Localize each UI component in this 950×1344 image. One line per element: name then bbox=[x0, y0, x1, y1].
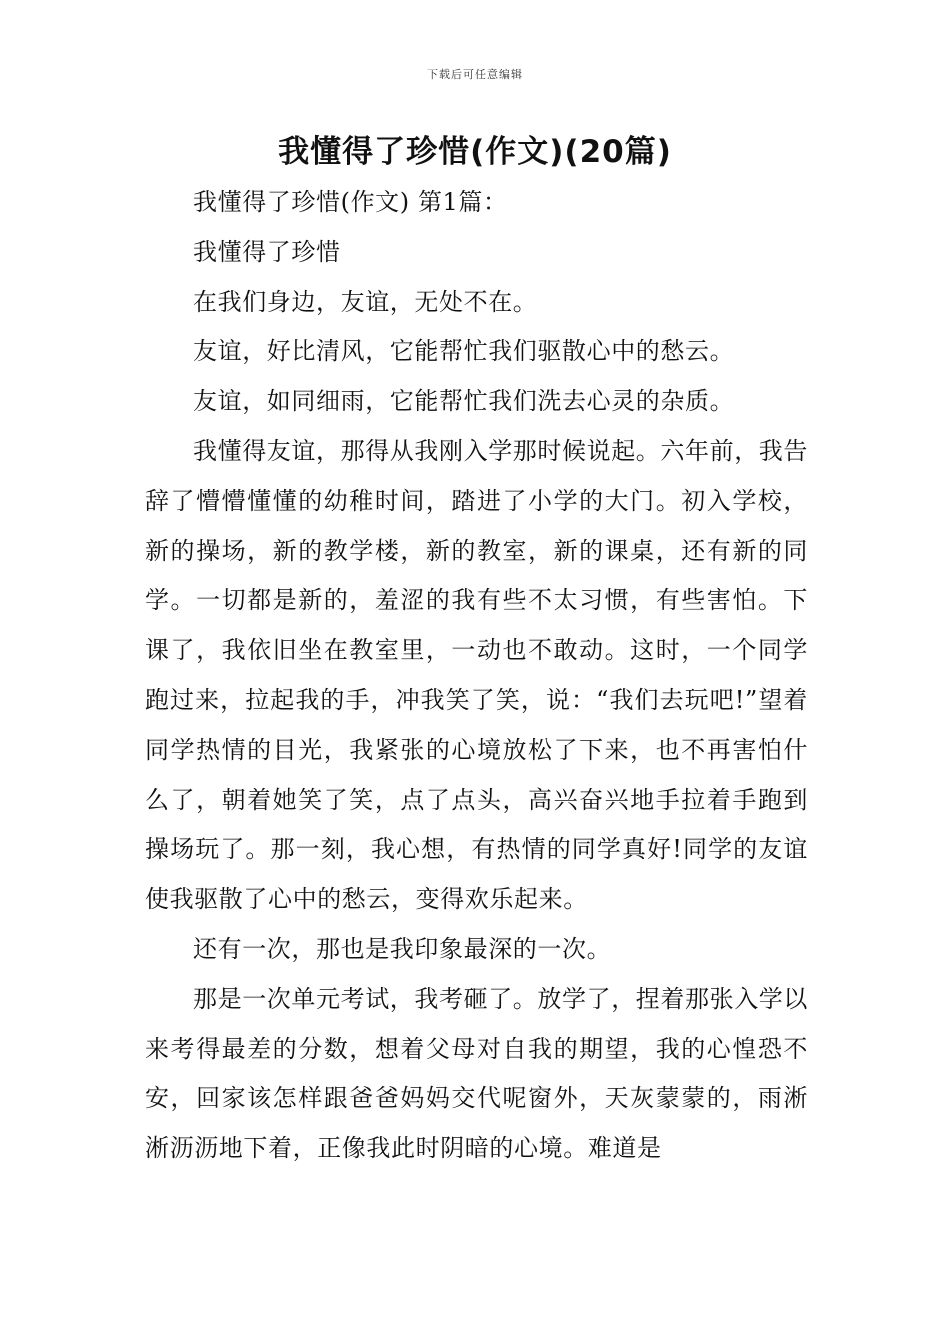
header-note: 下载后可任意编辑 bbox=[427, 68, 523, 81]
document-title: 我懂得了珍惜(作文)(20篇) bbox=[278, 134, 672, 170]
paragraph: 友谊，好比清风，它能帮忙我们驱散心中的愁云。 bbox=[193, 337, 735, 366]
paragraph-essay-title: 我懂得了珍惜 bbox=[193, 237, 341, 266]
paragraph-section-heading: 我懂得了珍惜(作文) 第1篇： bbox=[193, 188, 508, 216]
document-body bbox=[145, 178, 808, 1174]
paragraph: 我懂得友谊，那得从我刚入学那时候说起。六年前，我告辞了懵懵懂懂的幼稚时间，踏进了小学的大门。初入学校，新的操场，新的教学楼，新的教室，新的课桌，还有新的同学。一切都是新的，羞涩的我有些不太习惯，有些害怕。下课了，我依旧坐在教室里，一动也不敢动。这时，一个同学跑过来，拉起我的手，冲我笑了笑，说：“我们去玩吧!”望着同学热情的目光，我紧张的心境放松了下来，也不再害怕什么了，朝着她笑了笑，点了点头，高兴奋兴地手拉着手跑到操场玩了。那一刻，我心想，有热情的同学真好!同学的友谊使我驱散了心中的愁云，变得欢乐起来。 bbox=[145, 436, 808, 914]
paragraph: 友谊，如同细雨，它能帮忙我们洗去心灵的杂质。 bbox=[193, 387, 735, 416]
paragraph: 还有一次，那也是我印象最深的一次。 bbox=[193, 934, 612, 963]
paragraph: 在我们身边，友谊，无处不在。 bbox=[193, 287, 538, 316]
paragraph: 那是一次单元考试，我考砸了。放学了，捏着那张入学以来考得最差的分数，想着父母对自我的期望，我的心惶恐不安，回家该怎样跟爸爸妈妈交代呢窗外，天灰蒙蒙的，雨淅淅沥沥地下着，正像我此时阴暗的心境。难道是 bbox=[145, 984, 808, 1163]
